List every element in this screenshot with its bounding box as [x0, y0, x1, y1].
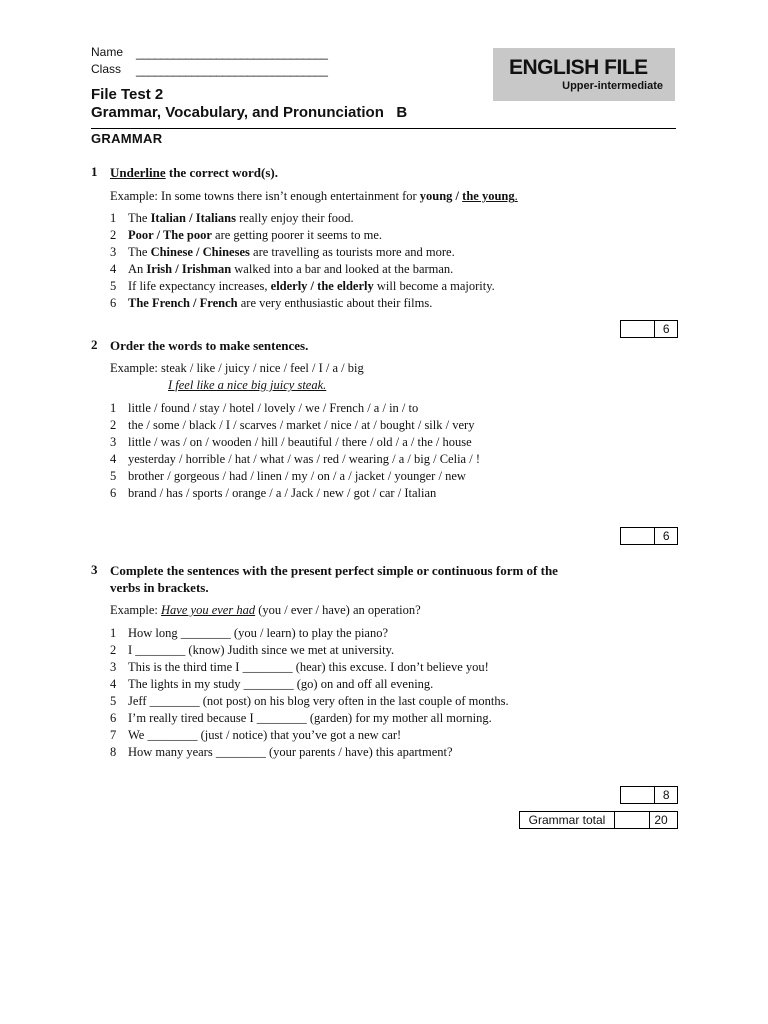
- q2-item-text: yesterday / horrible / hat / what / was / red / wearing / a / big / Celia / !: [128, 452, 480, 466]
- q1-item-text-c: really enjoy their food.: [236, 211, 354, 225]
- brand-subtitle: Upper-intermediate: [562, 80, 663, 92]
- q3-item-number: 5: [110, 694, 117, 708]
- q1-item-3[interactable]: [110, 245, 455, 260]
- q1-score-box: [620, 320, 678, 338]
- q2-item-5[interactable]: [110, 469, 466, 484]
- q3-item-number: 3: [110, 660, 117, 674]
- q3-item-3[interactable]: [110, 660, 489, 675]
- q1-score-blank[interactable]: [621, 321, 655, 337]
- q1-item-text-b[interactable]: Italian / Italians: [150, 211, 236, 225]
- q3-example-answer: Have you ever had: [161, 603, 256, 617]
- q3-item-2[interactable]: [110, 643, 394, 658]
- q1-item-text-a: The: [128, 245, 151, 259]
- q1-item-2[interactable]: [110, 228, 382, 243]
- class-label: Class: [91, 62, 122, 76]
- q3-item-text: This is the third time I ________ (hear) this excuse. I don’t believe you!: [128, 660, 489, 674]
- grammar-total-box: [519, 811, 678, 829]
- q1-example-label: Example:: [110, 189, 158, 203]
- q1-item-number: 4: [110, 262, 117, 276]
- q3-item-1[interactable]: [110, 626, 388, 641]
- q1-item-text-b[interactable]: Irish / Irishman: [146, 262, 232, 276]
- q1-item-text-c: will become a majority.: [373, 279, 495, 293]
- q1-item-text-a: An: [128, 262, 147, 276]
- header-rule: [91, 128, 676, 129]
- q3-score-value: 8: [662, 788, 670, 802]
- q3-example-label: Example:: [110, 603, 158, 617]
- q2-number: 2: [91, 337, 98, 352]
- q3-score-box: [620, 786, 678, 804]
- q3-title-line1: Complete the sentences with the present perfect simple or continuous form of the: [110, 563, 558, 578]
- q3-item-text: The lights in my study ________ (go) on and off all evening.: [128, 677, 434, 691]
- q2-item-1[interactable]: [110, 401, 418, 416]
- q1-item-6[interactable]: [110, 296, 432, 311]
- q1-title-underlined: Underline: [110, 165, 166, 180]
- grammar-total-blank[interactable]: [615, 812, 650, 828]
- q1-item-text-c: walked into a bar and looked at the barman.: [231, 262, 454, 276]
- q1-number: 1: [91, 164, 98, 179]
- q1-example-sep: /: [452, 189, 463, 203]
- test-subtitle-text: Grammar, Vocabulary, and Pronunciation: [91, 104, 384, 121]
- q2-item-number: 5: [110, 469, 117, 483]
- q3-item-5[interactable]: [110, 694, 509, 709]
- q2-item-text: brother / gorgeous / had / linen / my / on / a / jacket / younger / new: [128, 469, 466, 483]
- class-field-line[interactable]: _______________________________: [136, 63, 328, 77]
- q1-item-text-a: If life expectancy increases,: [128, 279, 271, 293]
- q1-item-4[interactable]: [110, 262, 453, 277]
- q2-item-number: 6: [110, 486, 117, 500]
- q1-item-text-c: are getting poorer it seems to me.: [211, 228, 383, 242]
- grammar-total-value: 20: [654, 813, 668, 827]
- q2-item-text: little / was / on / wooden / hill / beautiful / there / old / a / the / house: [128, 435, 472, 449]
- q2-example-label: Example:: [110, 361, 158, 375]
- test-subtitle: [91, 104, 407, 121]
- q2-score-blank[interactable]: [621, 528, 655, 544]
- q1-example-opt1: young: [419, 189, 453, 203]
- q2-score-value: 6: [662, 529, 670, 543]
- q1-item-text-b[interactable]: The French / French: [128, 296, 238, 310]
- grammar-total-label: Grammar total: [520, 812, 615, 828]
- q1-example-text: In some towns there isn’t enough entertainment for: [157, 189, 420, 203]
- q3-item-number: 2: [110, 643, 117, 657]
- q2-example-text: steak / like / juicy / nice / feel / I / a / big: [157, 361, 364, 375]
- q1-item-text-a: The: [128, 211, 151, 225]
- q3-item-text: We ________ (just / notice) that you’ve got a new car!: [128, 728, 402, 742]
- q3-item-text: How long ________ (you / learn) to play the piano?: [128, 626, 389, 640]
- q1-title: [110, 164, 278, 181]
- q1-example-end: .: [514, 189, 518, 203]
- q1-item-text-b[interactable]: Chinese / Chineses: [150, 245, 250, 259]
- q2-example-answer: I feel like a nice big juicy steak.: [168, 378, 327, 392]
- test-title: File Test 2: [91, 86, 164, 103]
- q3-example-rest: (you / ever / have) an operation?: [255, 603, 421, 617]
- name-field-line[interactable]: _______________________________: [136, 46, 328, 60]
- q2-item-text: brand / has / sports / orange / a / Jack / new / got / car / Italian: [128, 486, 437, 500]
- q2-item-text: the / some / black / I / scarves / market / nice / at / bought / silk / very: [128, 418, 475, 432]
- q3-item-8[interactable]: [110, 745, 453, 760]
- q1-title-rest: the correct word(s).: [165, 165, 279, 180]
- q1-item-text-b[interactable]: elderly / the elderly: [270, 279, 374, 293]
- q3-example: [110, 603, 421, 618]
- q1-item-text-c: are travelling as tourists more and more.: [249, 245, 455, 259]
- name-label: Name: [91, 45, 124, 59]
- q1-item-number: 1: [110, 211, 117, 225]
- q3-item-number: 7: [110, 728, 117, 742]
- q3-item-number: 4: [110, 677, 117, 691]
- brand-title: ENGLISH FILE: [509, 56, 648, 79]
- q1-item-text-c: are very enthusiastic about their films.: [237, 296, 433, 310]
- q3-number: 3: [91, 562, 98, 577]
- q1-item-text-b[interactable]: Poor / The poor: [128, 228, 212, 242]
- q2-score-box: [620, 527, 678, 545]
- q2-item-number: 3: [110, 435, 117, 449]
- q1-item-number: 5: [110, 279, 117, 293]
- q2-item-number: 2: [110, 418, 117, 432]
- q3-item-text: I ________ (know) Judith since we met at university.: [128, 643, 395, 657]
- q3-score-blank[interactable]: [621, 787, 655, 803]
- q1-item-1[interactable]: [110, 211, 354, 226]
- q1-item-number: 6: [110, 296, 117, 310]
- q1-item-number: 3: [110, 245, 117, 259]
- q3-title-line2: verbs in brackets.: [110, 580, 209, 595]
- q2-item-4[interactable]: [110, 452, 480, 467]
- q3-item-4[interactable]: [110, 677, 433, 692]
- q3-item-number: 8: [110, 745, 117, 759]
- q3-item-text: Jeff ________ (not post) on his blog very often in the last couple of months.: [128, 694, 509, 708]
- q1-example: [110, 189, 518, 204]
- q3-item-6[interactable]: [110, 711, 492, 726]
- q3-item-number: 6: [110, 711, 117, 725]
- q1-example-opt2: the young: [462, 189, 515, 203]
- q2-item-2[interactable]: [110, 418, 474, 433]
- q2-item-3[interactable]: [110, 435, 472, 450]
- q2-title: Order the words to make sentences.: [110, 338, 309, 353]
- q2-item-number: 4: [110, 452, 117, 466]
- q3-item-number: 1: [110, 626, 117, 640]
- q3-item-text: I’m really tired because I ________ (garden) for my mother all morning.: [128, 711, 492, 725]
- q1-item-5[interactable]: [110, 279, 495, 294]
- section-heading: GRAMMAR: [91, 131, 163, 146]
- brand-logo-box: [493, 48, 675, 101]
- q3-item-text: How many years ________ (your parents / have) this apartment?: [128, 745, 453, 759]
- q3-item-7[interactable]: [110, 728, 401, 743]
- q2-example: [110, 361, 364, 376]
- q2-item-text: little / found / stay / hotel / lovely / we / French / a / in / to: [128, 401, 419, 415]
- test-version: B: [396, 104, 408, 121]
- q1-score-value: 6: [662, 322, 670, 336]
- q2-item-6[interactable]: [110, 486, 436, 501]
- q3-title: [110, 562, 558, 596]
- q1-item-number: 2: [110, 228, 117, 242]
- q2-item-number: 1: [110, 401, 117, 415]
